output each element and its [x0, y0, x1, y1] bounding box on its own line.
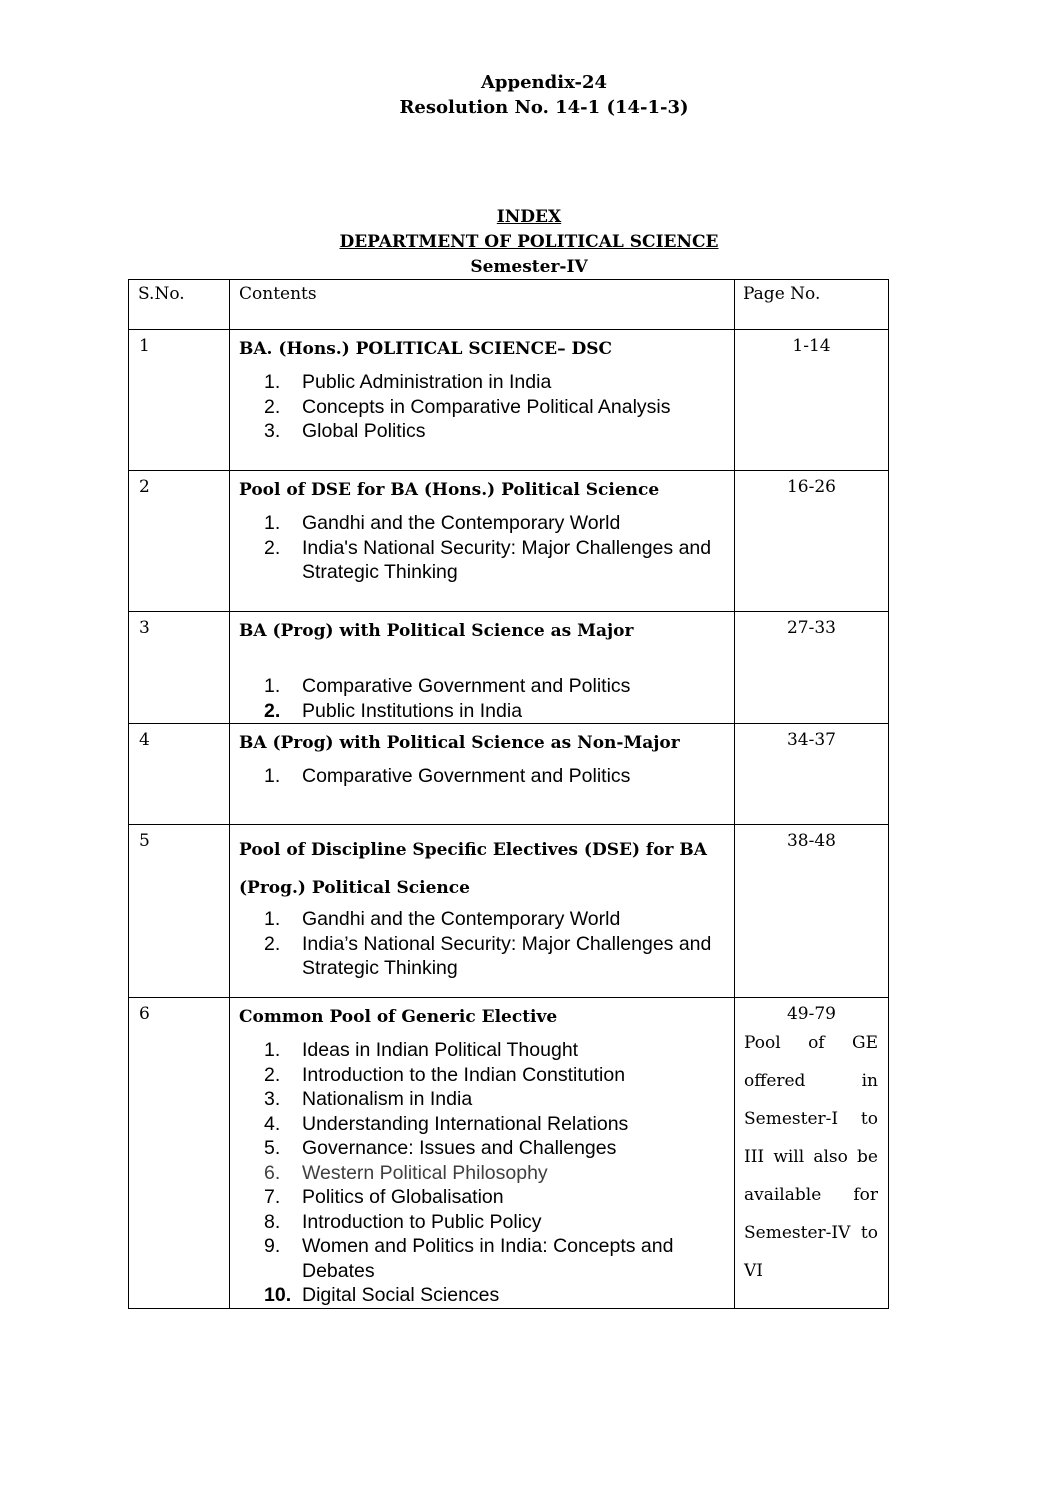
list-item: Concepts in Comparative Political Analysis [302, 395, 671, 418]
row-heading: BA (Prog) with Political Science as Major [239, 621, 634, 641]
row-page: 38-48 [786, 831, 836, 851]
list-item: Understanding International Relations [302, 1112, 629, 1135]
table-row [129, 825, 889, 998]
table-row [129, 998, 889, 1309]
column-header-page: Page No. [743, 284, 821, 304]
column-header-sno: S.No. [138, 284, 185, 304]
row-sno: 5 [139, 831, 150, 851]
row-page: 1-14 [792, 336, 831, 356]
row-sno: 3 [139, 618, 150, 638]
list-item: Introduction to Public Policy [302, 1210, 542, 1233]
list-item: Governance: Issues and Challenges [302, 1137, 617, 1159]
list-item: Digital Social Sciences [302, 1284, 500, 1306]
row-page: 16-26 [786, 477, 836, 497]
department-title: DEPARTMENT OF POLITICAL SCIENCE [339, 232, 719, 252]
list-item: Gandhi and the Contemporary World [302, 512, 621, 534]
row-page: 27-33 [786, 618, 836, 638]
course-list [230, 764, 734, 789]
list-item: Introduction to the Indian Constitution [302, 1063, 626, 1086]
table-row [129, 330, 889, 471]
resolution-label: Resolution No. 14-1 (14-1-3) [399, 97, 689, 118]
row-heading: BA. (Hons.) POLITICAL SCIENCE– DSC [239, 339, 613, 359]
list-item: Public Institutions in India [302, 699, 523, 722]
row-heading: BA (Prog) with Political Science as Non-Major [239, 733, 680, 753]
row-heading: Pool of Discipline Specific Electives (DSE) for BA (Prog.) Political Science [239, 840, 707, 898]
row-heading: Common Pool of Generic Elective [239, 1007, 558, 1027]
row-page: 34-37 [786, 730, 836, 750]
index-table [128, 279, 889, 1309]
list-item: Politics of Globalisation [302, 1186, 504, 1208]
list-item: Women and Politics in India: Concepts and Debates [302, 1235, 674, 1282]
row-sno: 1 [139, 336, 150, 356]
course-list [230, 370, 734, 444]
course-list [230, 907, 734, 981]
course-list [230, 1038, 734, 1308]
table-row [129, 612, 889, 724]
list-item: India’s National Security: Major Challenges and Strategic Thinking [302, 932, 712, 979]
table-row [129, 471, 889, 612]
course-list [230, 674, 734, 723]
table-header-row [129, 280, 889, 330]
list-item: Comparative Government and Politics [302, 675, 631, 697]
course-list [230, 511, 734, 585]
list-item: Western Political Philosophy [302, 1161, 548, 1184]
list-item: Public Administration in India [302, 371, 552, 393]
list-item: India's National Security: Major Challenges and Strategic Thinking [302, 536, 712, 583]
row-sno: 2 [139, 477, 150, 497]
index-title: INDEX [496, 207, 562, 227]
list-item: Comparative Government and Politics [302, 765, 631, 787]
ge-pool-note: Pool of GE offered in Semester-I to III will also be available for Semester-IV to VI [744, 1033, 878, 1281]
appendix-label: Appendix-24 [480, 72, 608, 93]
semester-title: Semester-IV [470, 257, 588, 277]
list-item: Global Politics [302, 420, 426, 442]
row-page: 49-79 [786, 1004, 836, 1024]
row-heading: Pool of DSE for BA (Hons.) Political Science [239, 480, 660, 500]
list-item: Gandhi and the Contemporary World [302, 908, 621, 930]
list-item: Ideas in Indian Political Thought [302, 1039, 579, 1061]
document-header [0, 70, 1058, 120]
index-titles [0, 205, 1058, 280]
row-sno: 4 [139, 730, 150, 750]
list-item: Nationalism in India [302, 1088, 473, 1110]
table-row [129, 724, 889, 825]
column-header-contents: Contents [239, 284, 317, 304]
row-sno: 6 [139, 1004, 150, 1024]
